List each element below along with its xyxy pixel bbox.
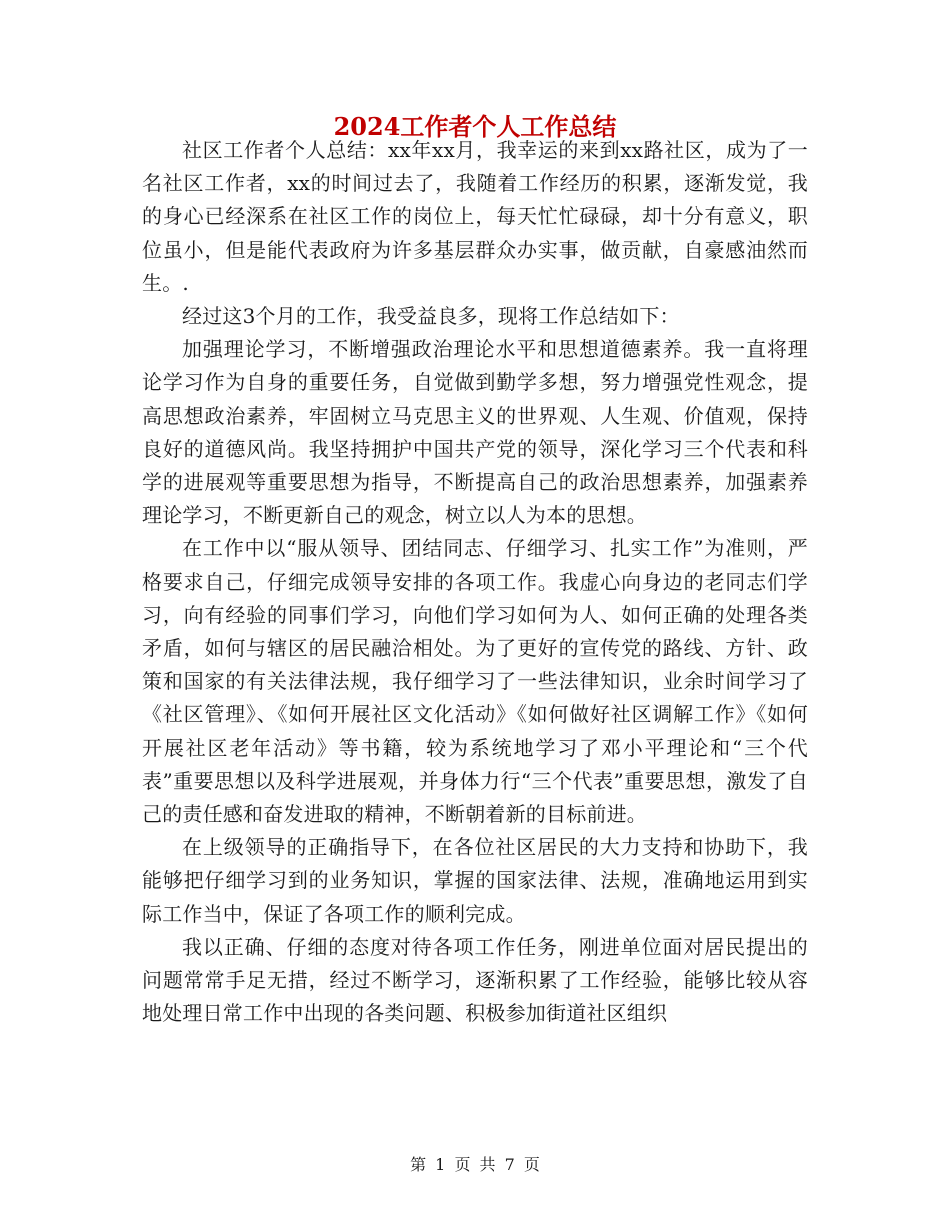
paragraph-summary-lead: 经过这3个月的工作，我受益良多，现将工作总结如下： (182, 304, 680, 329)
paragraph-guidance: 在上级领导的正确指导下，在各位社区居民的大力支持和协助下，我能够把仔细学习到的业务知识，掌握的国家法律、法规，准确地运用到实际工作当中，保证了各项工作的顺利完成。 (142, 835, 808, 926)
document-body (142, 134, 808, 1030)
paragraph-theory-study: 加强理论学习，不断增强政治理论水平和思想道德素养。我一直将理论学习作为自身的重要任务，自觉做到勤学多想，努力增强党性观念，提高思想政治素养，牢固树立马克思主义的世界观、人生观、价值观，保持良好的道德风尚。我坚持拥护中国共产党的领导，深化学习三个代表和科学的进展观等重要思想为指导，不断提高自己的政治思想素养，加强素养理论学习，不断更新自己的观念，树立以人为本的思想。 (142, 337, 808, 528)
paragraph-work-principles: 在工作中以“服从领导、团结同志、仔细学习、扎实工作”为准则，严格要求自己，仔细完成领导安排的各项工作。我虚心向身边的老同志们学习，向有经验的同事们学习，向他们学习如何为人、如何正确的处理各类矛盾，如何与辖区的居民融洽相处。为了更好的宣传党的路线、方针、政策和国家的有关法律法规，我仔细学习了一些法律知识，业余时间学习了《社区管理》、《如何开展社区文化活动》《如何做好社区调解工作》《如何开展社区老年活动》等书籍，较为系统地学习了邓小平理论和“三个代表”重要思想以及科学进展观，并身体力行“三个代表”重要思想，激发了自己的责任感和奋发进取的精神，不断朝着新的目标前进。 (142, 536, 808, 827)
document-title: 2024工作者个人工作总结 (333, 112, 617, 141)
page-number-footer: 第 1 页 共 7 页 (410, 1155, 540, 1174)
paragraph-intro: 社区工作者个人总结：xx年xx月，我幸运的来到xx路社区，成为了一名社区工作者，xx的时间过去了，我随着工作经历的积累，逐渐发觉，我的身心已经深系在社区工作的岗位上，每天忙忙碌碌，却十分有意义，职位虽小，但是能代表政府为许多基层群众办实事，做贡献，自豪感油然而生。. (142, 138, 808, 295)
paragraph-attitude: 我以正确、仔细的态度对待各项工作任务，刚进单位面对居民提出的问题常常手足无措，经过不断学习，逐渐积累了工作经验，能够比较从容地处理日常工作中出现的各类问题、积极参加街道社区组织 (142, 934, 808, 1026)
